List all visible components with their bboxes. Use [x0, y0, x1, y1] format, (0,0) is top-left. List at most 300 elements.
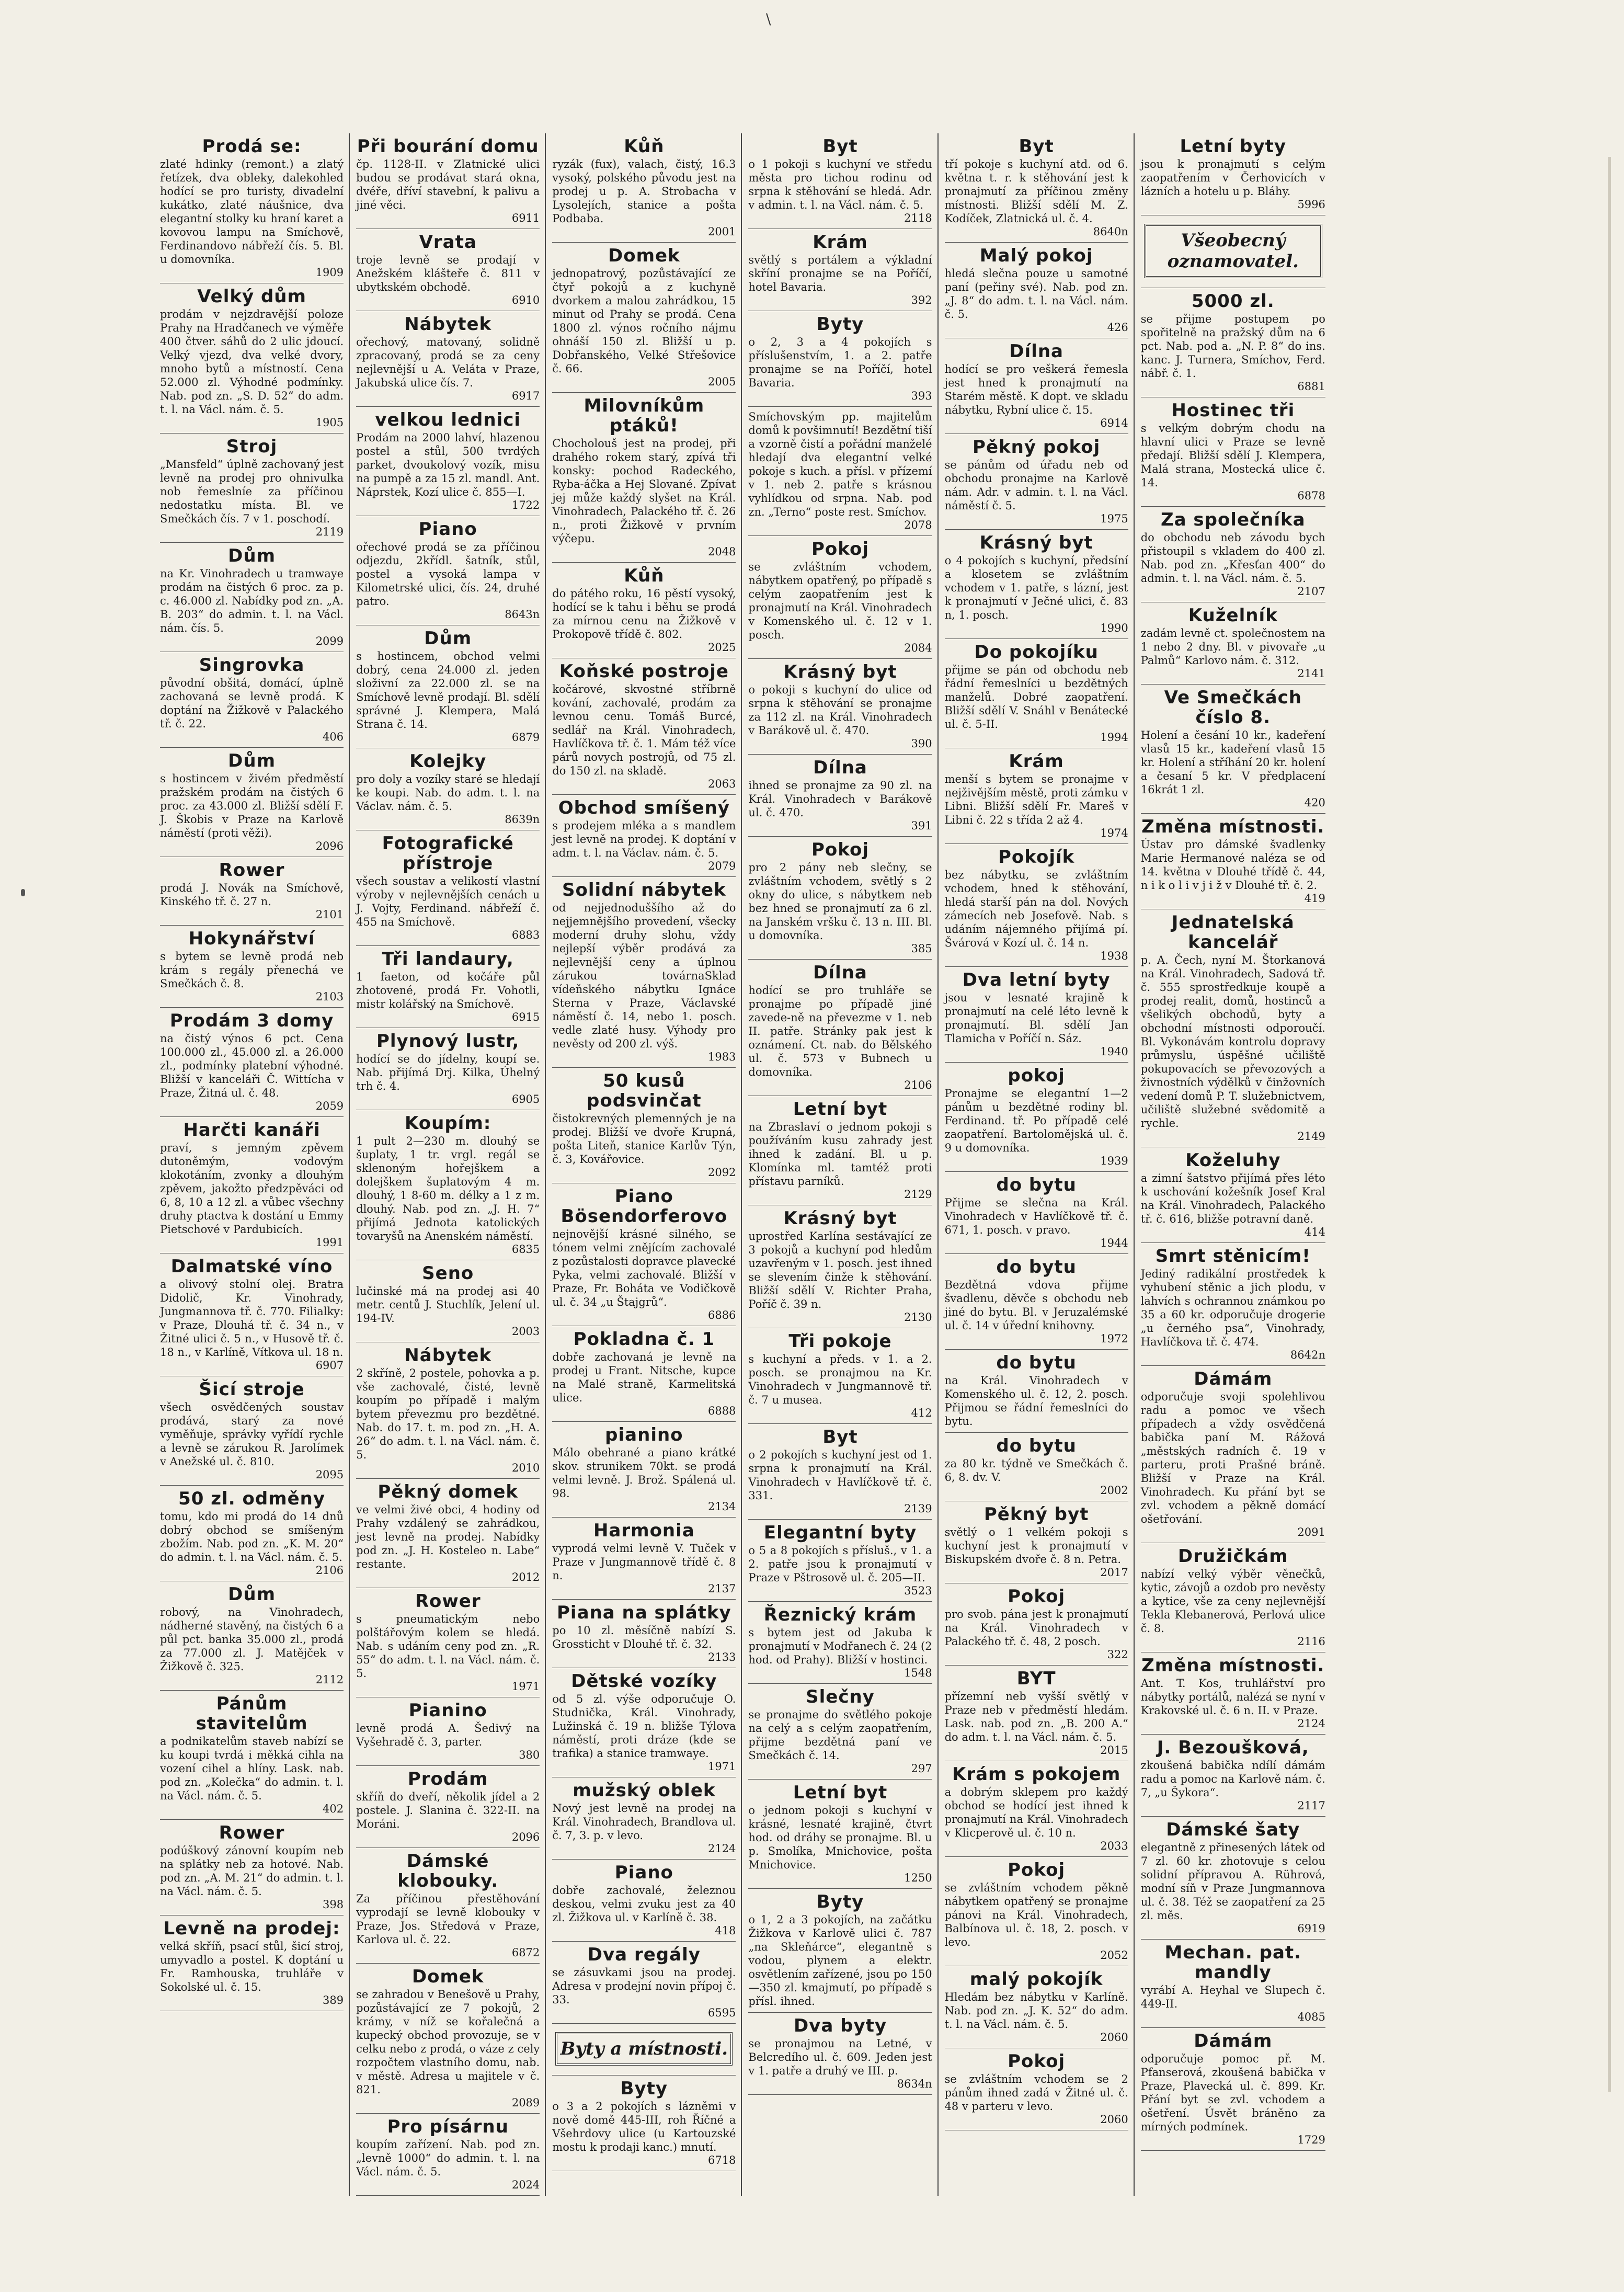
classified-ad	[1141, 215, 1325, 288]
page-header-strip	[157, 105, 1527, 126]
ad-title: Prodá se:	[202, 136, 302, 157]
ad-text: ryzák (fux), valach, čistý, 16.3 vysoký, polského původu jest na prodej u p. A. Strobacha v Lysolejích, stanice a pošta Podbaba.	[552, 158, 736, 225]
classified-ad	[552, 1518, 736, 1600]
ad-title: Kuželník	[1188, 605, 1278, 626]
ad-number: 1729	[1297, 2134, 1325, 2146]
ad-text: velká skříň, psací stůl, šicí stroj, umyvadlo a postel. K doptání u Fr. Ramhouska, truhláře v Sokolské ul. č. 15.	[160, 1940, 344, 1993]
ad-number: 2078	[904, 519, 932, 531]
classified-ad	[945, 1583, 1128, 1666]
ad-title: velkou lednici	[375, 409, 521, 430]
ad-text: se zvláštním vchodem pěkně nábytkem opatřený se pronajme pánovi na Král. Vinohradech, Balbínova ul. č. 18, 2. posch. v levo.	[944, 1882, 1128, 1948]
ad-text: a podnikatelům staveb nabízí se ku koupi tvrdá i měkká cihla na vození cihel a hlíny. Lask. nab. pod zn. „Kolečka“ do admin. t. l. na Václ. nám. č. 5.	[160, 1735, 344, 1802]
classified-ad	[748, 311, 932, 407]
ad-text: zlaté hdinky (remont.) a zlatý řetízek, dva obleky, dalekohled hodící se pro turisty, divadelní kukátko, zlaté náušnice, dva elegantní stolky ku hraní karet a kovovou lampu na Smíchově, Ferdinandovo nábřeží čís. 5. Bl. u domovníka.	[160, 158, 344, 266]
ad-text: s bytem se levně prodá neb krám s regály přenechá ve Smečkách č. 8.	[160, 950, 344, 990]
ad-title: Pěkný pokoj	[973, 437, 1101, 458]
classified-ad	[748, 1424, 932, 1520]
classified-ad	[552, 1668, 736, 1777]
ad-number: 2096	[511, 1831, 540, 1843]
ad-text: jsou k pronajmutí s celým zaopatřením v Čerhovicích v lázních a hotelu u p. Bláhy.	[1140, 158, 1325, 198]
page-edge-shadow	[1608, 157, 1611, 2092]
classified-ad	[356, 1342, 540, 1479]
ad-number: 2112	[315, 1673, 344, 1686]
ad-number: 2092	[707, 1166, 736, 1179]
classified-ad	[945, 133, 1128, 243]
ad-number: 6595	[707, 2006, 736, 2019]
ad-number: 2134	[707, 1500, 736, 1513]
classified-ad	[356, 1848, 540, 1964]
classified-ad	[945, 1063, 1128, 1172]
ad-text: hodící se pro truhláře se pronajme po případě jiné zavede-ně na převezme v 1. neb II. patře. Stránky pak jest k oznámení. Ct. nab. do Bělského ul. č. 573 v Bubnech u domovníka.	[748, 984, 932, 1078]
ad-text: hodící se do jídelny, koupí se. Nab. přijímá Drj. Kilka, Úhelný trh č. 4.	[356, 1053, 540, 1092]
classified-ad	[552, 393, 736, 563]
ad-title: Elegantní byty	[763, 1522, 917, 1543]
classified-ad	[945, 434, 1128, 530]
ad-number: 3523	[904, 1584, 932, 1597]
classified-ad	[160, 283, 344, 434]
ad-number: 2060	[1100, 2113, 1128, 2126]
classified-ad	[160, 1376, 344, 1486]
ad-number: 6879	[511, 731, 540, 744]
ad-number: 2048	[707, 545, 736, 558]
ad-title: Byt	[822, 136, 858, 157]
ad-text: za 80 kr. týdně ve Smečkách č. 6, 8. dv. V.	[944, 1457, 1128, 1484]
ad-text: o 3 a 2 pokojích s lázněmi v nově domě 445-III, roh Říčné a Všehrdovy ulice (u Kartouzské mostu k prodaji kanc.) mnutí.	[552, 2100, 736, 2153]
ad-text: o 5 a 8 pokojích s přísluš., v 1. a 2. patře jsou k pronajmutí v Praze v Pštrosově ul. č. 205—II.	[748, 1544, 932, 1584]
ad-title: Kůň	[624, 565, 665, 586]
ad-text: Jediný radikální prostředek k vyhubení stěnic a jich plodu, v lahvích s ochrannou známkou po 35 a 60 kr. odporučuje drogerie „u černého psa“, Vinohrady, Havlíčkova tř. č. 474.	[1140, 1268, 1325, 1348]
ad-title: Krám	[813, 232, 868, 253]
classified-ad	[356, 1964, 540, 2114]
ad-text: Nový jest levně na prodej na Král. Vinohradech, Brandlova ul. č. 7, 3. p. v levo.	[552, 1802, 736, 1842]
ad-text: na čistý výnos 6 pct. Cena 100.000 zl., 45.000 zl. a 26.000 zl., podmínky platební výhodné. Bližší v kanceláři Č. Wittícha v Praze, Žitná ul. č. 48.	[160, 1032, 344, 1099]
ad-title: Pokojík	[998, 847, 1075, 868]
classified-ad	[356, 1766, 540, 1848]
classified-ad	[356, 946, 540, 1028]
ad-text: na Kr. Vinohradech u tramwaye prodám na čistých 6 proc. za p. c. 46.000 zl. Nabídky pod zn. „A. B. 203“ do admin. t. l. na Václ. nám. čís. 5.	[160, 567, 344, 634]
ad-text: nejnovější krásné silného, se tónem velmi znějícím zachovalé z pozůstalosti dopravce plavecké Pyka, velmi zachovalé. Bližší v Praze, Fr. Boháta ve Vodičkově ul. č. 34 „u Štajgrů“.	[552, 1228, 736, 1308]
ad-text: skříň do dveří, několik jídel a 2 postele. J. Slanina č. 322-II. na Moráni.	[356, 1791, 540, 1830]
ad-number: 2124	[707, 1842, 736, 1855]
ad-number: 392	[911, 294, 932, 306]
ad-title: Pokoj	[1008, 2051, 1066, 2072]
ad-text: zadám levně ct. společnostem na 1 nebo 2 dny. Bl. v pivovaře „u Palmů“ Karlovo nám. č. 312.	[1140, 627, 1325, 667]
ad-number: 2118	[904, 212, 932, 224]
classified-ad	[356, 1260, 540, 1342]
ad-number: 2130	[904, 1311, 932, 1324]
ad-number: 6917	[511, 390, 540, 402]
ad-text: Holení a česání 10 kr., kadeření vlasů 15 kr., kadeření vlasů 15 kr. Holení a stříhání 20 kr. holení a česaní 5 kr. V předplacení 16krát 1 zl.	[1140, 729, 1325, 796]
ad-number: 393	[911, 390, 932, 402]
ad-title: Krám s pokojem	[952, 1764, 1121, 1785]
ad-text: dobře zachovaná je levně na prodej u Frant. Nitsche, kupce na Malé straně, Karmelitská ulice.	[552, 1351, 736, 1404]
ad-title: Krásný byt	[783, 662, 897, 682]
ad-number: 402	[323, 1803, 344, 1815]
ad-text: na Zbraslaví o jednom pokoji s používáním kusu zahrady jest ihned k zadání. Bl. u p. Klomínka ml. tamtéž proti přístavu parníků.	[748, 1121, 932, 1188]
ad-column-4	[745, 133, 938, 2196]
ad-title: Dílna	[813, 757, 867, 778]
ad-text: p. A. Čech, nyní M. Štorkanová na Král. Vinohradech, Sadová tř. č. 555 sprostředkuje koupě a prodej realit, domů, hostinců a všelikých obchodů, byty a obchodní místnosti odporoučí. Bl. Vykonávám kontrolu dopravy průmyslu, úspěšné učiliště pokupovacích se převozových a živnostních výdělků v činžovních vedení domů P. T. služebnictvem, učiliště služebné svědomitě a rychle.	[1140, 954, 1325, 1130]
ad-text: o 1, 2 a 3 pokojích, na začátku Žižkova v Karlově ulici č. 787 „na Skleňárce“, elegantně s vodou, plynem a elektr. osvětlením zařízené, jsou po 150—350 zl. kmajmutí, po případě s přísl. ihned.	[748, 1913, 932, 2008]
ad-title: Do pokojíku	[974, 642, 1099, 663]
ad-text: odporučuje svoji spolehlivou radu a pomoc ve všech případech a vždy osvědčená babička paní M. Rážová „městských radních č. 19 v parteru, proti Prašné bráně. Bližší v Praze na Král. Vinohradech. Ku přání byt se zvl. vchodem a pěkně domácí ošetřování.	[1140, 1390, 1325, 1525]
ad-title: Byty	[620, 2078, 668, 2099]
ad-title: Piano	[418, 519, 477, 540]
ad-number: 2025	[707, 641, 736, 654]
ad-text: s kuchyní a předs. v 1. a 2. posch. se pronajmou na Kr. Vinohradech v Jungmannově tř. č. 7 u musea.	[748, 1353, 932, 1406]
ad-title: Domek	[411, 1966, 484, 1987]
classified-ad	[356, 1588, 540, 1697]
ad-title: Za společníka	[1160, 509, 1306, 530]
ad-text: Smíchovským pp. majitelům domů k povšimnutí! Bezdětní tiší a vzorně čistí a pořádní manželé hledají dva elegantní velké pokoje s kuch. a přísl. v přízemí v 1. neb 2. patře s krásnou vyhlídkou od srpna. Nab. pod zn. „Terno“ poste rest. Smíchov.	[748, 410, 932, 518]
ad-text: s prodejem mléka a s mandlem jest levně na prodej. K doptání v adm. t. l. na Václav. nám. č. 5.	[552, 819, 736, 859]
ad-title: Dalmatské víno	[170, 1256, 333, 1277]
ad-number: 6905	[511, 1093, 540, 1105]
ad-number: 2005	[707, 375, 736, 388]
ad-column-1	[157, 133, 350, 2196]
ad-title: do bytu	[996, 1352, 1077, 1373]
ad-number: 2079	[707, 860, 736, 872]
ad-number: 1909	[315, 266, 344, 279]
ad-number: 1983	[707, 1051, 736, 1063]
ad-number: 2129	[904, 1188, 932, 1201]
ad-title: Milovníkům ptáků!	[584, 395, 705, 436]
ad-number: 6878	[1297, 489, 1325, 502]
ad-title: Kůň	[624, 136, 665, 157]
ad-number: 1250	[904, 1872, 932, 1884]
ad-title: Pokoj	[811, 539, 869, 560]
ad-title: Vrata	[419, 232, 477, 253]
ad-title: Pokoj	[811, 839, 869, 860]
classified-ad	[945, 338, 1128, 434]
punch-hole-mark	[21, 889, 25, 896]
ad-text: „Mansfeld“ úplně zachovaný jest levně na prodej pro ohnivulka nob řemeslníe za příčinou nedostatku místa. Bl. ve Smečkách čís. 7 v 1. poschodí.	[160, 458, 344, 525]
ad-text: nabízí velký výběr věnečků, kytic, závojů a ozdob pro nevěsty a kytice, vše za ceny nejlevnější Tekla Klebanerová, Perlová ulice č. 8.	[1140, 1568, 1325, 1635]
ad-text: bez nábytku, se zvláštním vchodem, hned k stěhování, hledá starší pán na dol. Nových zámecích neb Josefově. Nab. s udáním nájemného přijímá pí. Švárová v Kozí ul. č. 14 n.	[944, 869, 1128, 949]
classified-ad	[1141, 1366, 1325, 1543]
classified-ad	[160, 1581, 344, 1691]
classified-ad	[160, 543, 344, 652]
ad-text: Za příčinou přestěhování vyprodají se levně klobouky v Praze, Jos. Středová v Praze, Karlova ul. č. 22.	[356, 1892, 540, 1946]
ad-title: Dům	[424, 628, 472, 649]
ad-title: Obchod smíšený	[558, 797, 730, 818]
ad-text: původní obšitá, domácí, úplně zachovaná se levně prodá. K doptání na Žižkově v Palackého tř. č. 22.	[160, 677, 344, 730]
ad-text: se zvláštním vchodem se 2 pánům ihned zadá v Žitné ul. č. 48 v parteru v levo.	[944, 2073, 1128, 2113]
classified-ad	[945, 1857, 1128, 1966]
ad-number: 2137	[707, 1582, 736, 1595]
ad-text: prodám v nejzdravější poloze Prahy na Hradčanech ve výměře 400 čtver. sáhů do 2 ulic jdoucí. Velký vjezd, dva velké dvory, mnoho bytů a místností. Cena 52.000 zl. Výhodné podmínky. Nab. pod zn. „S. D. 52“ do adm. t. l. na Václ. nám. č. 5.	[160, 308, 344, 416]
classified-ad	[160, 1691, 344, 1820]
ad-number: 8634n	[897, 2078, 932, 2090]
ad-text: Ústav pro dámské švadlenky Marie Hermanové naléza se od 14. května v Dlouhé třídě č. 44, n i k o l i v j i ž v Dlouhé tř. č. 2.	[1140, 838, 1325, 892]
classified-ad	[160, 1915, 344, 2011]
ad-number: 1974	[1100, 827, 1128, 839]
ad-number: 2107	[1297, 585, 1325, 598]
ad-title: Dva letní byty	[962, 970, 1111, 990]
ad-text: po 10 zl. měsíčně nabízí S. Grossticht v Dlouhé tř. č. 32.	[552, 1624, 736, 1650]
classified-ad	[945, 1501, 1128, 1583]
classified-ad	[356, 229, 540, 311]
ad-text: se pronajme do světlého pokoje na celý a s celým zaopatřením, přijme bezdětná paní ve Smečkách č. 14.	[748, 1708, 932, 1762]
ad-text: o jednom pokoji s kuchyní v krásné, lesnaté krajině, čtvrt hod. od dráhy se pronajme. Bl. u p. Smolíka, Mnichovice, pošta Mnichovice.	[748, 1804, 932, 1871]
ad-text: s hostincem v živém předměstí pražském prodám na čistých 6 proc. za 43.000 zl. Bližší sdělí F. J. Škobis v Praze na Karlově náměstí (proti věži).	[160, 772, 344, 839]
section-heading-box: Všeobecný oznamovatel.	[1144, 224, 1322, 278]
classified-ad	[1141, 1652, 1325, 1735]
ad-text: jednopatrový, pozůstávající ze čtyř pokojů a z kuchyně dvorkem a malou zahrádkou, 15 minut od Prahy se prodá. Cena 1800 zl. výnos ročního nájmu ohnáší 150 zl. Bližší u p. Dobřanského, Velké Střešovice č. 66.	[552, 267, 736, 375]
ad-title: Nábytek	[404, 1345, 492, 1366]
ad-title: Družičkám	[1177, 1546, 1288, 1567]
ad-title: Letní byty	[1180, 136, 1287, 157]
ad-text: 2 skříně, 2 postele, pohovka a p. vše zachovalé, čisté, levně koupím po případě i malým bytem převezmu pro bezdětné. Nab. do 17. t. m. pod zn. „H. A. 26“ do adm. t. l. na Václ. nám. č. 5.	[356, 1367, 540, 1461]
ad-number: 2052	[1100, 1949, 1128, 1962]
classified-ad	[552, 1183, 736, 1326]
ad-title: Pěkný byt	[983, 1504, 1089, 1525]
classified-ad	[945, 967, 1128, 1063]
ad-number: 2084	[904, 642, 932, 654]
classified-ad	[552, 243, 736, 393]
classified-ad	[552, 1942, 736, 2024]
ad-text: se pronajmou na Letné, v Belcredího ul. č. 609. Jeden jest v 1. patře a druhý ve III. p.	[748, 2037, 932, 2077]
classified-ad	[945, 844, 1128, 967]
ad-title: Pianino	[408, 1700, 487, 1721]
ad-text: tří pokoje s kuchyní atd. od 6. května t. r. k stěhování jest k pronajmutí za příčinou změny místnosti. Bližší sdělí M. Z. Kodíček, Zlatnická ul. č. 4.	[944, 158, 1128, 225]
ad-title: Řeznický krám	[763, 1604, 917, 1625]
ad-text: Přijme se slečna na Král. Vinohradech v Havlíčkově tř. č. 671, 1. posch. v pravo.	[944, 1196, 1128, 1236]
ad-text: Málo obehrané a piano krátké skov. strunikem 70kt. se prodá velmi levně. J. Brož. Spálená ul. 98.	[552, 1446, 736, 1500]
classified-ad	[1141, 1243, 1325, 1366]
classified-ad	[748, 1205, 932, 1328]
classified-ad	[160, 1008, 344, 1117]
ad-number: 297	[911, 1762, 932, 1775]
ad-text: o 2, 3 a 4 pokojích s příslušenstvím, 1. a 2. patře pronajme se na Poříčí, hotel Bavaria.	[748, 336, 932, 389]
ad-text: s bytem jest od Jakuba k pronajmutí v Modřanech č. 24 (2 hod. od Prahy). Bližší v hostinci.	[748, 1626, 932, 1666]
ad-title: 50 zl. odměny	[178, 1488, 326, 1509]
classified-ad	[748, 1780, 932, 1889]
ad-text: dobře zachovalé, železnou deskou, velmi zvuku jest za 40 zl. Žižkova ul. v Karlíně č. 38.	[552, 1884, 736, 1924]
ad-title: Prodám 3 domy	[169, 1010, 334, 1031]
ad-number: 2001	[707, 225, 736, 238]
classified-ad	[945, 1761, 1128, 1857]
ad-number: 419	[1304, 892, 1325, 905]
ad-number: 2089	[511, 2096, 540, 2109]
ad-title: Pokoj	[1008, 1586, 1066, 1607]
ad-number: 1971	[511, 1680, 540, 1693]
ad-text: ve velmi živé obci, 4 hodiny od Prahy vzdálený se zahrádkou, jest levně na prodej. Nabídky pod zn. „J. H. Kosteleo n. Labe“ restante.	[356, 1503, 540, 1570]
classified-ad	[1141, 1735, 1325, 1817]
ad-text: o 4 pokojích s kuchyní, předsíní a klosetem se zvláštním vchodem v 1. patře, s lázní, jest k pronajmutí v Ječné ulici, č. 83 n, 1. posch.	[944, 554, 1128, 621]
classified-ad	[945, 1172, 1128, 1254]
classified-ad	[1141, 1817, 1325, 1940]
ad-text: ořechové prodá se za příčinou odjezdu, 2křídl. šatník, stůl, postel a vysoká lampa v Kilometrské ulici, čís. 24, druhé patro.	[356, 541, 540, 608]
classified-ad	[1141, 2028, 1325, 2151]
ad-title: Smrt stěnicím!	[1155, 1246, 1311, 1267]
classified-ad	[748, 229, 932, 311]
ad-number: 6888	[707, 1405, 736, 1417]
classified-ad	[552, 877, 736, 1068]
classified-ad	[356, 1110, 540, 1260]
ad-number: 1971	[707, 1760, 736, 1773]
ad-title: Krásný byt	[979, 532, 1093, 553]
classified-ad	[160, 1253, 344, 1376]
ad-title: Dámám	[1194, 2031, 1273, 2051]
ad-text: uprostřed Karlína sestávající ze 3 pokojů a kuchyní pod hledům uzavřeným v 1. posch. jest ihned se slevením činže k stěhování. Bližší sdělí V. Richter Praha, Poříč č. 39 n.	[748, 1230, 932, 1310]
classified-ad	[160, 434, 344, 543]
ad-title: Ve Smečkách číslo 8.	[1164, 687, 1302, 728]
classified-ad	[1141, 602, 1325, 685]
ad-number: 2116	[1297, 1635, 1325, 1648]
ad-number: 6915	[511, 1011, 540, 1023]
ad-title: Změna místnosti.	[1141, 816, 1325, 837]
classified-ad	[748, 1889, 932, 2013]
ad-number: 6919	[1297, 1922, 1325, 1935]
ad-text: na Král. Vinohradech v Komenského ul. č. 12, 2. posch. Přijmou se řádní řemeslníci do bytu.	[944, 1374, 1128, 1428]
ad-title: Dámám	[1194, 1369, 1273, 1389]
ad-title: malý pokojík	[969, 1969, 1103, 1990]
ad-number: 2063	[707, 778, 736, 790]
ad-number: 2015	[1100, 1744, 1128, 1757]
ad-text: prodá J. Novák na Smíchově, Kinského tř. č. 27 n.	[160, 882, 344, 908]
classified-ad	[160, 133, 344, 283]
ad-number: 380	[519, 1749, 540, 1761]
classified-ad	[1141, 397, 1325, 507]
ad-text: s hostincem, obchod velmi dobrý, cena 24.000 zl. jeden složivní za 22.000 zl. se na Smíchově levně prodají. Bl. sdělí správné J. Klempera, Malá Strana č. 14.	[356, 650, 540, 731]
classified-ad	[1141, 1543, 1325, 1652]
ad-title: Pěkný domek	[378, 1481, 518, 1502]
ad-text: světlý s portálem a výkladní skříní pronajme se na Poříčí, hotel Bavaria.	[748, 254, 932, 293]
ad-number: 8639n	[505, 813, 540, 826]
ad-title: Singrovka	[199, 655, 305, 676]
ad-title: Dva byty	[793, 2015, 887, 2036]
ad-text: Bezdětná vdova přijme švadlenu, děvče s obchodu neb jiné do bytu. Bl. v Jeruzalémské ul. č. 14 v úřední knihovny.	[944, 1279, 1128, 1332]
ad-number: 1722	[511, 499, 540, 511]
ad-text: levně prodá A. Šedivý na Vyšehradě č. 3, parter.	[356, 1722, 540, 1748]
ad-title: Koňské postroje	[559, 661, 729, 682]
ad-text: všech osvědčených soustav prodává, starý za nové vyměňuje, správky vyřídí rychle a levně se zárukou R. Jarolímek v Anežské ul. č. 810.	[160, 1401, 344, 1468]
classified-ad	[748, 659, 932, 755]
ad-text: ihned se pronajme za 90 zl. na Král. Vinohradech v Barákově ul. č. 470.	[748, 779, 932, 819]
classified-ad	[748, 755, 932, 837]
ad-number: 6910	[511, 294, 540, 306]
ad-title: do bytu	[996, 1174, 1077, 1195]
ad-title: 5000 zl.	[1191, 291, 1275, 312]
ad-number: 6886	[707, 1309, 736, 1321]
ad-title: Při bourání domu	[357, 136, 539, 157]
ad-title: Nábytek	[404, 314, 492, 335]
ad-title: J. Bezoušková,	[1157, 1737, 1309, 1758]
ad-number: 426	[1107, 321, 1128, 334]
ad-title: Dům	[228, 750, 276, 771]
ad-title: Rower	[219, 860, 285, 881]
ad-number: 1972	[1100, 1332, 1128, 1345]
ad-number: 6881	[1297, 380, 1325, 393]
ad-number: 6883	[511, 929, 540, 941]
ad-text: podúškový zánovní koupím neb na splátky neb za hotové. Nab. pod zn. „A. M. 21“ do admin. t. l. na Václ. nám. č. 5.	[160, 1844, 344, 1898]
ad-title: Tři pokoje	[788, 1331, 892, 1352]
ad-text: menší s bytem se pronajme v nejživějším městě, proti zámku v Libni. Bližší sdělí Fr. Mareš v Libni č. 22 s třída 2 až 4.	[944, 773, 1128, 826]
ad-title: Tři landaury,	[382, 949, 514, 970]
ad-text: se zvláštním vchodem, nábytkem opatřený, po případě s celým zaopatřením jest k pronajmutí na Král. Vinohradech v Komenského ul. č. 12 v 1. posch.	[748, 561, 932, 641]
ad-title: Pro písárnu	[387, 2116, 509, 2137]
classified-ad	[356, 748, 540, 830]
ad-number: 4085	[1297, 2011, 1325, 2023]
classified-ad	[356, 2114, 540, 2196]
classified-ad	[356, 830, 540, 946]
ad-title: Harčti kanáři	[183, 1120, 321, 1141]
ad-title: Letní byt	[793, 1099, 888, 1120]
classified-ad	[552, 1860, 736, 1942]
ad-number: 1939	[1100, 1155, 1128, 1167]
ad-number: 2010	[511, 1462, 540, 1474]
ad-text: vyrábí A. Heyhal ve Slupech č. 449-II.	[1140, 1984, 1325, 2010]
ad-text: pro 2 pány neb slečny, se zvláštním vchodem, světlý s 2 okny do ulice, s nábytkem neb bez hned se pronajmutí za 6 zl. na Janském vršku č. 13 n. III. Bl. u domovníka.	[748, 861, 932, 942]
ad-title: Solidní nábytek	[562, 880, 726, 900]
ad-title: Šicí stroje	[199, 1379, 305, 1400]
ad-number: 2133	[707, 1651, 736, 1663]
ad-text: elegantně z přinesených látek od 7 zl. 60 kr. zhotovuje s celou solidní přípravou A. Rührová, modní síň v Praze Jungmannova ul. č. 38. Též se zaopatření za 25 zl. měs.	[1140, 1841, 1325, 1922]
ad-text: s pneumatickým nebo polštářovým kolem se hledá. Nab. s udáním ceny pod zn. „R. 55“ do adm. t. l. na Václ. nám. č. 5.	[356, 1613, 540, 1680]
ad-title: Fotografické přístroje	[382, 833, 514, 874]
ad-title: Krám	[1009, 751, 1064, 772]
classified-ad	[160, 652, 344, 748]
classified-ad	[945, 1966, 1128, 2048]
classified-ad	[748, 1520, 932, 1602]
ad-text: hodící se pro veškerá řemesla jest hned k pronajmutí na Starém městě. K dopt. ve skladu nábytku, Rybní ulice č. 15.	[944, 363, 1128, 416]
ad-text: o 2 pokojích s kuchyní jest od 1. srpna k pronajmutí na Král. Vinohradech v Havlíčkově tř. č. 331.	[748, 1449, 932, 1502]
corner-mark: \	[766, 10, 771, 28]
ad-number: 389	[323, 1994, 344, 2006]
classified-ad	[1141, 507, 1325, 602]
ad-title: Mechan. pat. mandly	[1164, 1942, 1302, 1983]
ad-text: s velkým dobrým chodu na hlavní ulici v Praze se levně předají. Bližší sdělí J. Klempera, Malá strana, Mostecká ulice č. 14.	[1140, 422, 1325, 489]
ad-text: do obchodu neb závodu bych přistoupil s vkladem do 400 zl. Nab. pod zn. „Křesťan 400“ do admin. t. l. na Václ. nám. č. 5.	[1140, 531, 1325, 585]
classified-ad	[160, 1486, 344, 1581]
ad-text: pro svob. pána jest k pronajmutí na Král. Vinohradech v Palackého tř. č. 48, 2 posch.	[944, 1608, 1128, 1648]
ad-number: 2024	[511, 2179, 540, 2191]
ad-title: Dílna	[813, 962, 867, 983]
ad-text: ořechový, matovaný, solidně zpracovaný, prodá se za ceny nejlevnější u A. Veláta v Praze, Jakubská ulice čís. 7.	[356, 336, 540, 389]
ad-text: všech soustav a velikostí vlastní výroby v nejlevnějších cenách u J. Vojty, Ferdinand. nábřeží č. 455 na Smíchově.	[356, 875, 540, 928]
ad-number: 390	[911, 737, 932, 750]
ad-number: 5996	[1297, 198, 1325, 211]
ad-text: o 1 pokoji s kuchyní ve středu města pro tichou rodinu od srpna k stěhování se hledá. Adr. v admin. t. l. na Václ. nám. č. 5.	[748, 158, 932, 211]
ad-title: Pokladna č. 1	[573, 1329, 715, 1350]
ad-number: 2139	[904, 1502, 932, 1515]
classified-ad	[945, 1666, 1128, 1761]
ad-text: zkoušená babička ndílí dámám radu a pomoc na Karlově nám. č. 7, „u Šykora“.	[1140, 1759, 1325, 1799]
classified-ad	[1141, 814, 1325, 909]
ad-title: Plynový lustr,	[376, 1031, 520, 1052]
ad-title: Piano	[614, 1862, 673, 1883]
ad-text: koupím zařízení. Nab. pod zn. „levně 1000“ do admin. t. l. na Václ. nám. č. 5.	[356, 2138, 540, 2178]
ad-title: Byty	[816, 1891, 864, 1912]
ad-text: tomu, kdo mi prodá do 14 dnů dobrý obchod se smíšeným zbožím. Nab. pod zn. „K. M. 20“ do admin. t. l. na Václ. nám. č. 5.	[160, 1510, 344, 1564]
ad-number: 412	[911, 1407, 932, 1419]
ad-text: 1 pult 2—230 m. dlouhý se šuplaty, 1 tr. vrgl. regál se sklenoným hořejškem a dolejškem šuplatovým 4 m. dlouhý, 1 8-60 m. délky a 1 z m. dlouhý. Nab. pod zn. „J. H. 7“ přijímá Jednota katolických tovaryšů na Anenském náměstí.	[356, 1135, 540, 1242]
ad-number: 2060	[1100, 2031, 1128, 2044]
ad-number: 418	[715, 1924, 736, 1937]
ad-title: Dílna	[1009, 341, 1063, 362]
ad-text: lučinské má na prodej asi 40 metr. centů J. Stuchlík, Jelení ul. 194-IV.	[356, 1285, 540, 1325]
ad-number: 406	[323, 731, 344, 743]
ad-title: Malý pokoj	[979, 245, 1093, 266]
classified-ad	[1141, 288, 1325, 397]
classified-ads-page	[157, 133, 1527, 2191]
ad-number: 2103	[315, 990, 344, 1003]
classified-ad	[945, 243, 1128, 338]
ad-title: Dům	[228, 545, 276, 566]
ad-number: 2002	[1100, 1484, 1128, 1497]
ad-text: pro doly a vozíky staré se hledají ke koupi. Nab. do adm. t. l. na Václav. nám. č. 5.	[356, 773, 540, 813]
